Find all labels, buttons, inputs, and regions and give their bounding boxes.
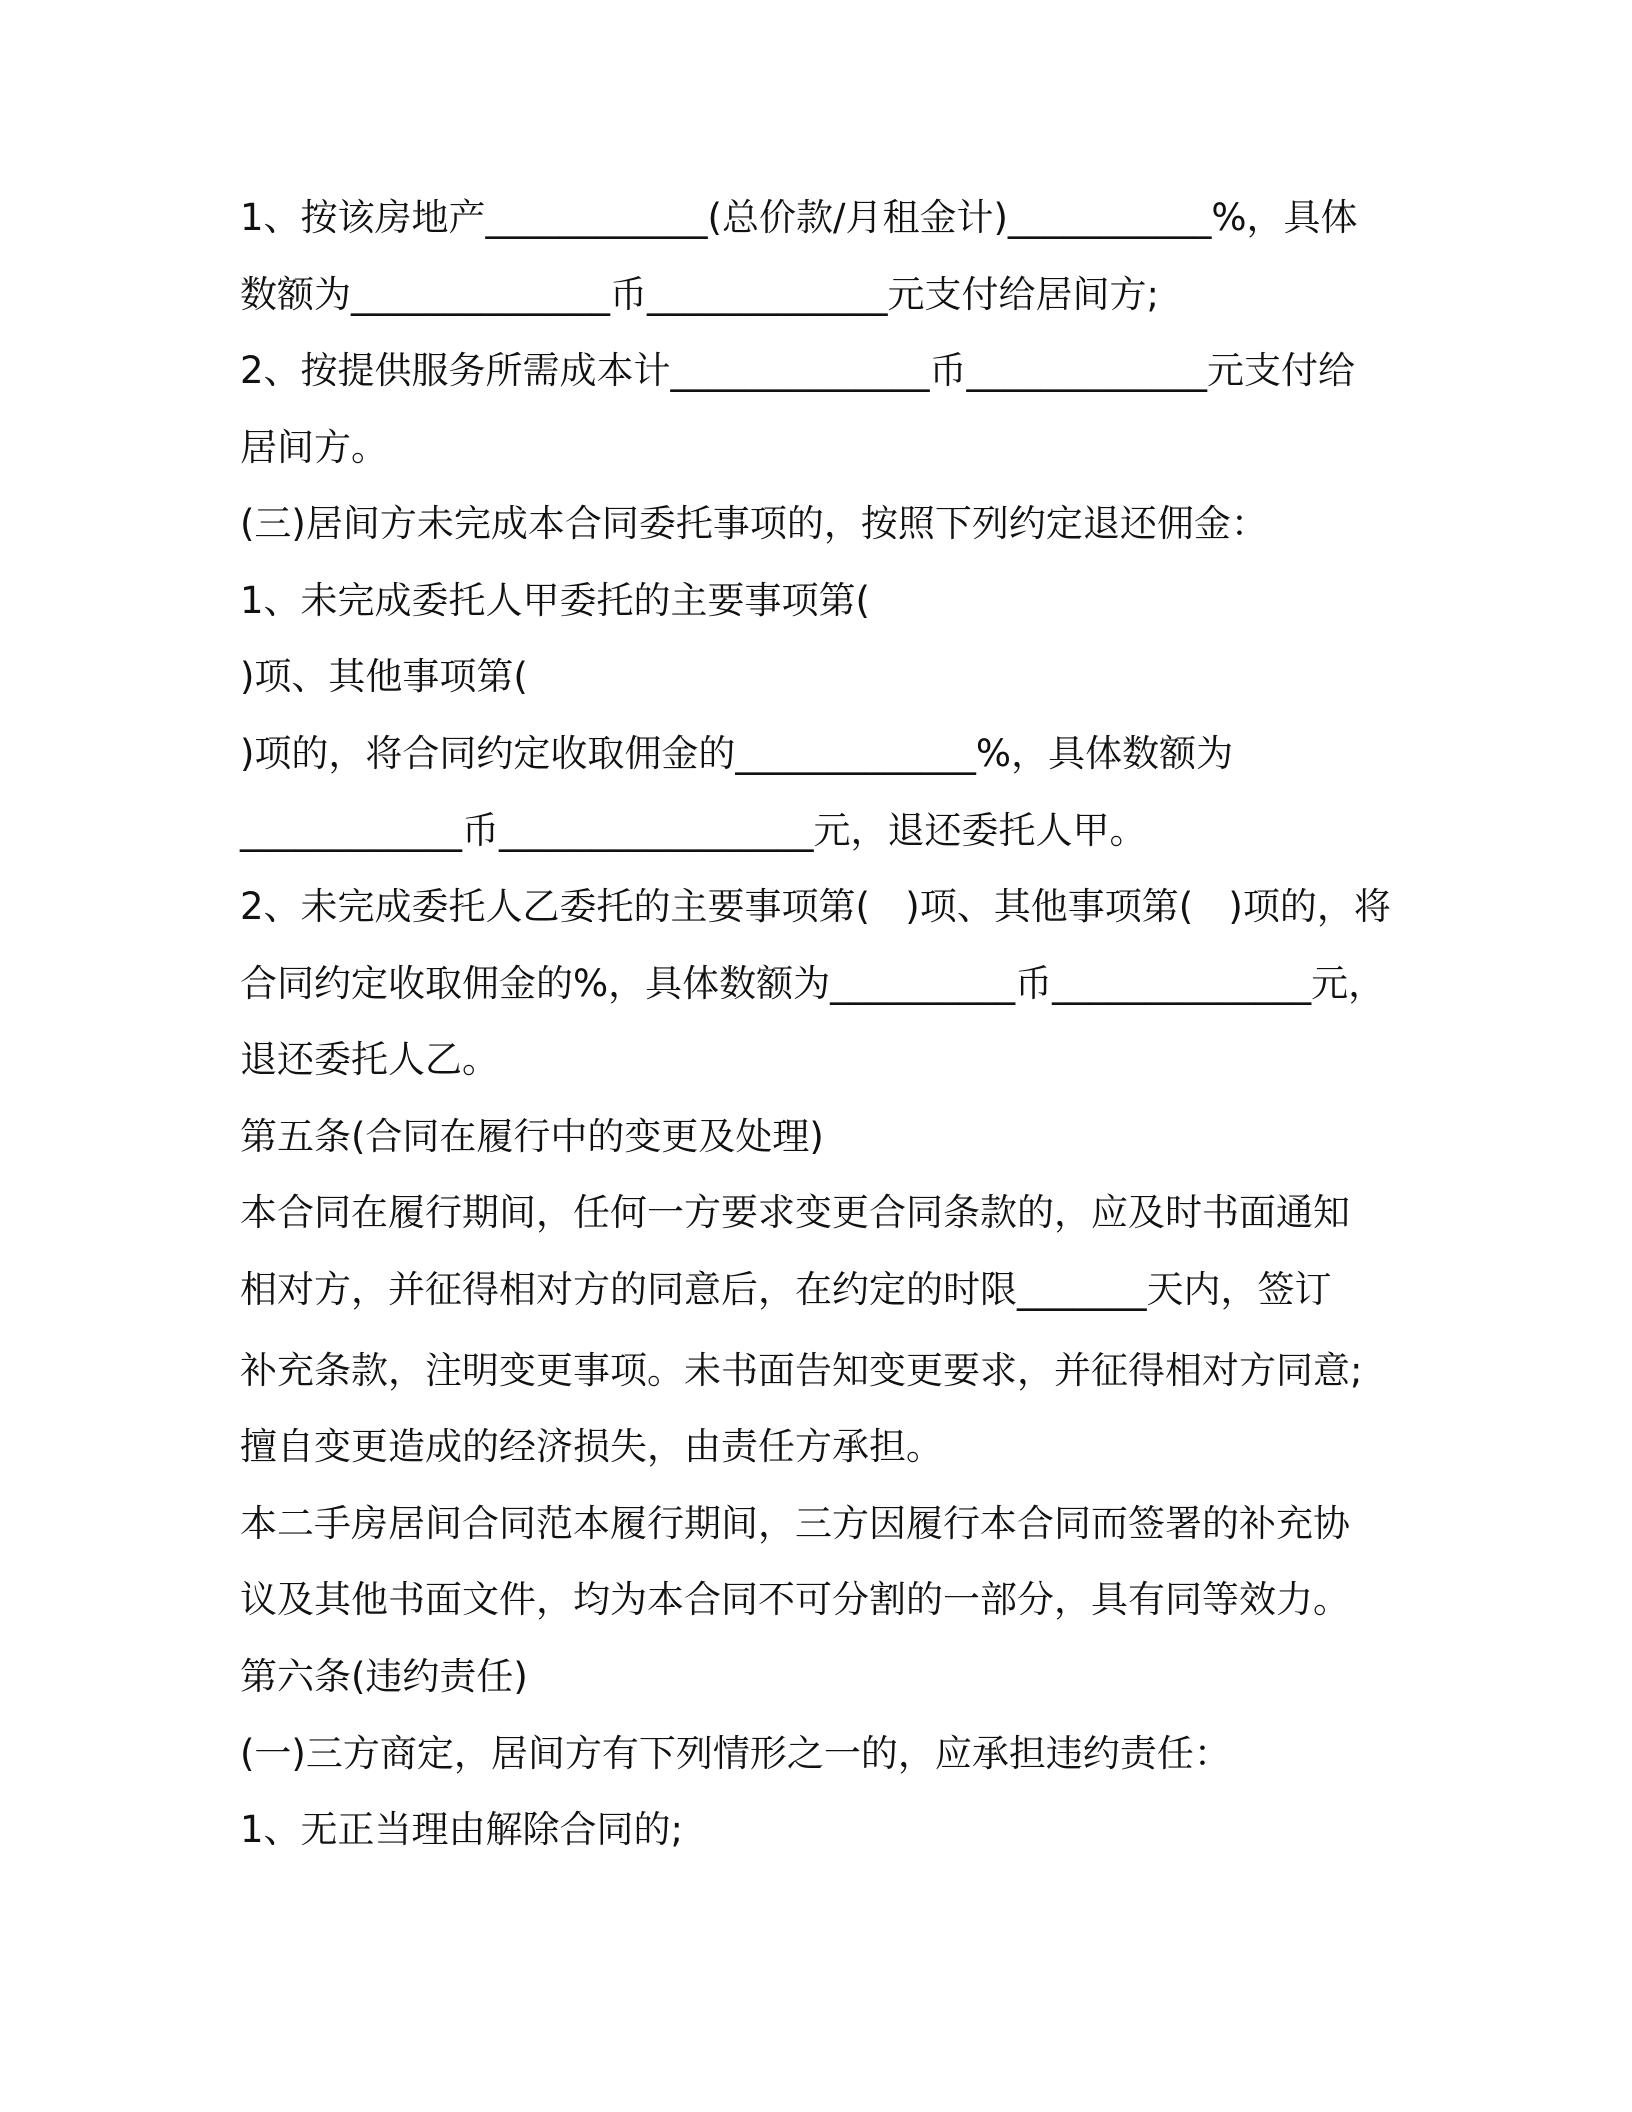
- text-line: 本二手房居间合同范本履行期间，三方因履行本合同而签署的补充协: [240, 1502, 1350, 1545]
- text-line: 2、未完成委托人乙委托的主要事项第( )项、其他事项第( )项的，将: [240, 885, 1391, 928]
- text-line: 退还委托人乙。: [240, 1038, 499, 1081]
- text-line: 1、未完成委托人甲委托的主要事项第(: [240, 579, 870, 622]
- text-line: 相对方，并征得相对方的同意后，在约定的时限_______天内，签订: [240, 1268, 1332, 1311]
- text-line: )项、其他事项第(: [240, 655, 528, 698]
- text-line: 合同约定收取佣金的%，具体数额为__________币______________元，: [240, 962, 1386, 1005]
- section-heading: (三)居间方未完成本合同委托事项的，按照下列约定退还佣金：: [240, 502, 1268, 545]
- text-line: 1、按该房地产____________(总价款/月租金计)___________%，具体: [240, 196, 1358, 239]
- article-heading: 第五条(合同在履行中的变更及处理): [240, 1115, 824, 1158]
- text-line: )项的，将合同约定收取佣金的_____________%，具体数额为: [240, 732, 1234, 775]
- text-line: 本合同在履行期间，任何一方要求变更合同条款的，应及时书面通知: [240, 1191, 1350, 1234]
- text-line: 议及其他书面文件，均为本合同不可分割的一部分，具有同等效力。: [240, 1578, 1350, 1621]
- text-line: 1、无正当理由解除合同的;: [240, 1808, 684, 1851]
- text-line: 2、按提供服务所需成本计______________币_____________元支付给: [240, 349, 1356, 392]
- text-line: 居间方。: [240, 426, 388, 469]
- section-heading: (一)三方商定，居间方有下列情形之一的，应承担违约责任：: [240, 1732, 1231, 1775]
- text-line: ____________币_________________元，退还委托人甲。: [240, 809, 1147, 852]
- text-line: 补充条款，注明变更事项。未书面告知变更要求，并征得相对方同意;: [240, 1349, 1363, 1392]
- text-line: 擅自变更造成的经济损失，由责任方承担。: [240, 1425, 943, 1468]
- text-line: 数额为______________币_____________元支付给居间方;: [240, 273, 1159, 316]
- article-heading: 第六条(违约责任): [240, 1655, 528, 1698]
